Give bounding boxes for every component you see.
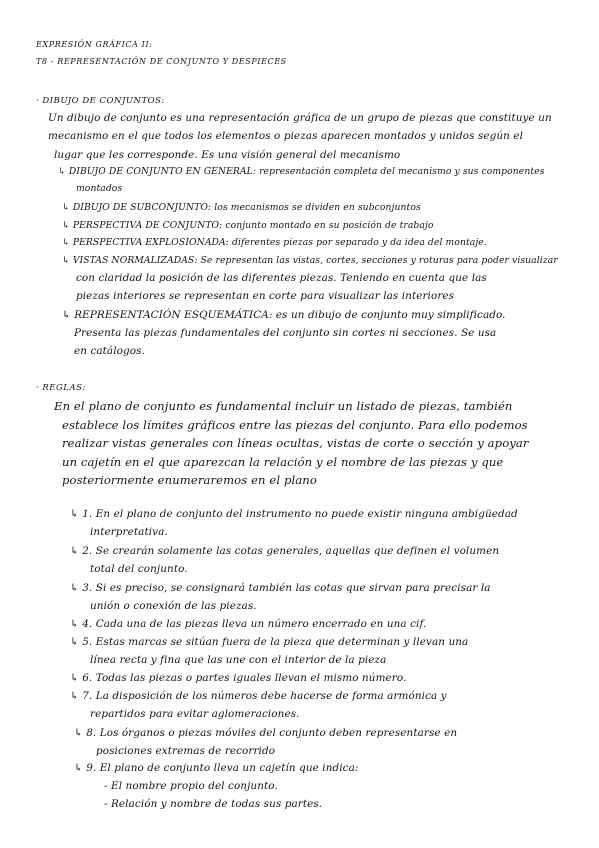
regla-item-line: repartidos para evitar aglomeraciones. [90, 708, 300, 720]
dibujo-line: Un dibujo de conjunto es una representación gráfica de un grupo de piezas que constituye un [48, 112, 552, 124]
reglas-intro-line: En el plano de conjunto es fundamental incluir un listado de piezas, también [54, 399, 513, 413]
dibujo-line: montados [76, 183, 123, 194]
dibujo-line: ↳ DIBUJO DE SUBCONJUNTO: los mecanismos se dividen en subconjuntos [62, 202, 421, 213]
reglas-intro-line: posteriormente enumeraremos en el plano [62, 473, 317, 487]
regla-item-line: ↳ 4. Cada una de las piezas lleva un número encerrado en una cif. [70, 618, 427, 630]
dibujo-line: lugar que les corresponde. Es una visión general del mecanismo [54, 149, 401, 161]
dibujo-line: en catálogos. [74, 345, 145, 357]
regla-item-line: ↳ 1. En el plano de conjunto del instrumento no puede existir ninguna ambigüedad [70, 508, 518, 520]
dibujo-line: Presenta las piezas fundamentales del conjunto sin cortes ni secciones. Se usa [74, 327, 497, 339]
dibujo-line: piezas interiores se representan en corte para visualizar las interiores [76, 290, 455, 302]
regla-item-line: ↳ 6. Todas las piezas o partes iguales llevan el mismo número. [70, 672, 407, 684]
dibujo-line: ↳ PERSPECTIVA EXPLOSIONADA: diferentes piezas por separado y da idea del montaje. [62, 237, 487, 248]
regla-item-line: ↳ 5. Estas marcas se sitúan fuera de la pieza que determinan y llevan una [70, 636, 469, 648]
dibujo-line: con claridad la posición de las diferentes piezas. Teniendo en cuenta que las [76, 272, 487, 284]
regla-item-line: - El nombre propio del conjunto. [104, 780, 278, 792]
regla-item-line: línea recta y fina que las une con el interior de la pieza [90, 654, 387, 666]
regla-item-line: total del conjunto. [90, 563, 188, 575]
regla-item-line: ↳ 9. El plano de conjunto lleva un cajetín que indica: [74, 762, 359, 774]
reglas-intro-line: un cajetín en el que aparezcan la relación y el nombre de las piezas y que [62, 455, 504, 469]
reglas-intro-line: establece los límites gráficos entre las piezas del conjunto. Para ello podemos [62, 418, 528, 432]
regla-item-line: ↳ 8. Los órganos o piezas móviles del conjunto deben representarse en [74, 727, 458, 739]
dibujo-line: ↳ VISTAS NORMALIZADAS: Se representan las vistas, cortes, secciones y roturas para poder visualizar [62, 255, 558, 266]
regla-item-line: interpretativa. [90, 526, 168, 538]
dibujo-line: ↳ PERSPECTIVA DE CONJUNTO: conjunto montado en su posición de trabajo [62, 220, 434, 231]
dibujo-line: ↳ DIBUJO DE CONJUNTO EN GENERAL: representación completa del mecanismo y sus componentes [58, 166, 545, 177]
document-subtitle: T8 - REPRESENTACIÓN DE CONJUNTO Y DESPIECES [36, 57, 287, 66]
regla-item-line: ↳ 7. La disposición de los números debe hacerse de forma armónica y [70, 690, 447, 702]
document-title: EXPRESIÓN GRÁFICA II: [36, 40, 153, 49]
dibujo-line: ↳ REPRESENTACIÓN ESQUEMÁTICA: es un dibujo de conjunto muy simplificado. [62, 309, 506, 321]
regla-item-line: ↳ 3. Si es preciso, se consignará también las cotas que sirvan para precisar la [70, 582, 491, 594]
regla-item-line: posiciones extremas de recorrido [96, 745, 276, 757]
regla-item-line: unión o conexión de las piezas. [90, 600, 257, 612]
regla-item-line: - Relación y nombre de todas sus partes. [104, 798, 323, 810]
reglas-intro-line: realizar vistas generales con líneas ocultas, vistas de corte o sección y apoyar [62, 436, 529, 450]
regla-item-line: ↳ 2. Se crearán solamente las cotas generales, aquellas que definen el volumen [70, 545, 500, 557]
section-heading-reglas: · REGLAS: [36, 383, 86, 393]
dibujo-line: mecanismo en el que todos los elementos o piezas aparecen montados y unidos según el [48, 130, 523, 142]
section-heading-dibujo: · DIBUJO DE CONJUNTOS: [36, 96, 165, 106]
